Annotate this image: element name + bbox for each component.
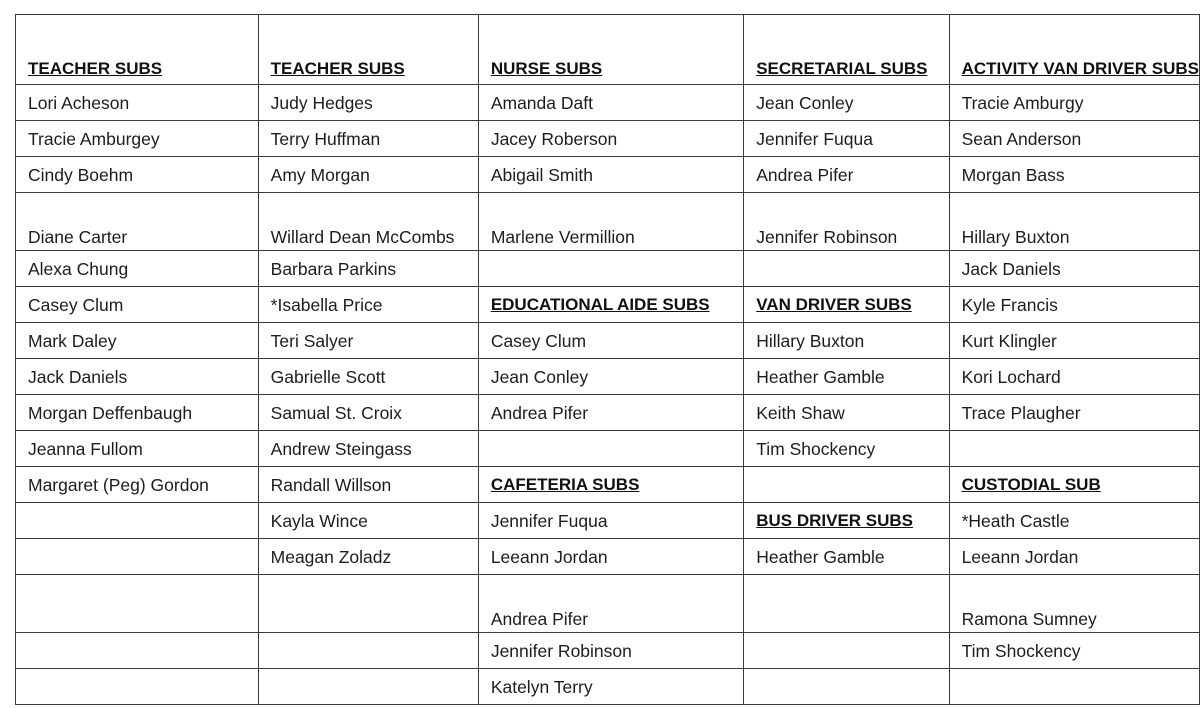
person-name: Hillary Buxton	[756, 330, 865, 351]
person-name: Teri Salyer	[270, 330, 354, 351]
table-cell	[949, 503, 1199, 539]
table-cell	[949, 395, 1199, 431]
section-header: EDUCATIONAL AIDE SUBS	[490, 294, 710, 314]
table-cell	[16, 575, 259, 633]
table-cell	[744, 85, 949, 121]
person-name: Andrea Pifer	[490, 402, 589, 423]
table-cell	[258, 15, 478, 85]
column-header: TEACHER SUBS	[28, 59, 163, 78]
table-cell	[478, 633, 743, 669]
table-cell	[744, 395, 949, 431]
table-cell	[258, 669, 478, 705]
table-cell	[258, 251, 478, 287]
column-header: TEACHER SUBS	[270, 59, 405, 78]
person-name: Kurt Klingler	[961, 330, 1057, 351]
table-cell	[16, 287, 259, 323]
table-cell	[949, 323, 1199, 359]
table-cell	[16, 395, 259, 431]
table-cell	[258, 287, 478, 323]
table-row	[16, 633, 1200, 669]
table-row	[16, 323, 1200, 359]
table-cell	[744, 251, 949, 287]
table-cell	[16, 121, 259, 157]
person-name: Tim Shockency	[756, 438, 876, 459]
person-name: Marlene Vermillion	[490, 227, 635, 247]
person-name: Ramona Sumney	[961, 609, 1097, 629]
person-name: Jack Daniels	[28, 366, 128, 387]
table-cell	[16, 359, 259, 395]
table-cell	[258, 121, 478, 157]
table-cell	[949, 431, 1199, 467]
table-cell	[949, 467, 1199, 503]
person-name: Andrew Steingass	[270, 438, 412, 459]
table-cell	[744, 287, 949, 323]
person-name: Jean Conley	[756, 92, 854, 113]
table-cell	[744, 431, 949, 467]
table-cell	[478, 395, 743, 431]
person-name: Judy Hedges	[270, 92, 373, 113]
table-cell	[744, 633, 949, 669]
roster-body	[16, 15, 1200, 705]
table-row	[16, 395, 1200, 431]
person-name: Terry Huffman	[270, 128, 381, 149]
table-cell	[478, 323, 743, 359]
table-cell	[949, 575, 1199, 633]
table-row	[16, 157, 1200, 193]
person-name: Jennifer Robinson	[490, 640, 632, 661]
table-cell	[16, 633, 259, 669]
table-cell	[478, 121, 743, 157]
person-name: Jennifer Fuqua	[490, 510, 608, 531]
person-name: Hillary Buxton	[961, 227, 1070, 247]
table-cell	[258, 467, 478, 503]
person-name: Katelyn Terry	[490, 676, 593, 697]
table-row	[16, 503, 1200, 539]
table-cell	[258, 395, 478, 431]
person-name: Willard Dean McCombs	[270, 227, 455, 247]
person-name: Tim Shockency	[961, 640, 1081, 661]
table-cell	[478, 287, 743, 323]
table-row	[16, 669, 1200, 705]
person-name: Andrea Pifer	[490, 609, 589, 629]
table-cell	[16, 157, 259, 193]
table-cell	[16, 431, 259, 467]
table-cell	[258, 431, 478, 467]
person-name: Jennifer Robinson	[756, 227, 898, 247]
table-row	[16, 85, 1200, 121]
table-cell	[258, 157, 478, 193]
table-cell	[478, 431, 743, 467]
person-name: Tracie Amburgey	[28, 128, 160, 149]
table-row	[16, 539, 1200, 575]
person-name: Jeanna Fullom	[28, 438, 143, 459]
person-name: Cindy Boehm	[28, 164, 134, 185]
header-row	[16, 15, 1200, 85]
person-name: Jack Daniels	[961, 258, 1061, 279]
table-cell	[16, 251, 259, 287]
table-cell	[258, 85, 478, 121]
person-name: Amy Morgan	[270, 164, 370, 185]
table-cell	[744, 157, 949, 193]
person-name: Kayla Wince	[270, 510, 368, 531]
column-header: ACTIVITY VAN DRIVER SUBS	[961, 59, 1199, 78]
person-name: Morgan Bass	[961, 164, 1065, 185]
section-header: CAFETERIA SUBS	[490, 474, 640, 494]
table-cell	[744, 503, 949, 539]
table-cell	[258, 503, 478, 539]
table-cell	[16, 467, 259, 503]
table-cell	[16, 193, 259, 251]
person-name: Kyle Francis	[961, 294, 1058, 315]
person-name: Heather Gamble	[756, 366, 885, 387]
person-name: Abigail Smith	[490, 164, 593, 185]
table-cell	[258, 575, 478, 633]
person-name: Leeann Jordan	[490, 546, 608, 567]
table-cell	[744, 359, 949, 395]
table-row	[16, 575, 1200, 633]
section-header: BUS DRIVER SUBS	[756, 510, 914, 530]
column-header: SECRETARIAL SUBS	[756, 59, 928, 78]
column-header: NURSE SUBS	[490, 59, 603, 78]
person-name: Meagan Zoladz	[270, 546, 392, 567]
table-cell	[258, 539, 478, 575]
person-name: Gabrielle Scott	[270, 366, 386, 387]
table-row	[16, 287, 1200, 323]
table-cell	[258, 359, 478, 395]
table-cell	[16, 669, 259, 705]
table-cell	[478, 251, 743, 287]
table-cell	[16, 503, 259, 539]
substitute-roster-table	[15, 14, 1200, 705]
person-name: Jennifer Fuqua	[756, 128, 873, 149]
table-cell	[478, 503, 743, 539]
table-cell	[744, 467, 949, 503]
table-row	[16, 359, 1200, 395]
table-cell	[744, 121, 949, 157]
table-cell	[949, 539, 1199, 575]
table-cell	[478, 669, 743, 705]
person-name: Kori Lochard	[961, 366, 1061, 387]
person-name: Diane Carter	[28, 227, 128, 247]
person-name: Sean Anderson	[961, 128, 1082, 149]
person-name: Andrea Pifer	[756, 164, 854, 185]
table-cell	[744, 539, 949, 575]
table-cell	[744, 15, 949, 85]
table-row	[16, 251, 1200, 287]
person-name: Tracie Amburgy	[961, 92, 1084, 113]
person-name: Alexa Chung	[28, 258, 129, 279]
table-cell	[744, 669, 949, 705]
person-name: Trace Plaugher	[961, 402, 1081, 423]
table-cell	[949, 251, 1199, 287]
table-cell	[949, 287, 1199, 323]
person-name: Amanda Daft	[490, 92, 593, 113]
table-cell	[949, 157, 1199, 193]
table-cell	[478, 193, 743, 251]
table-cell	[16, 15, 259, 85]
person-name: Lori Acheson	[28, 92, 130, 113]
table-cell	[949, 15, 1199, 85]
person-name: Randall Willson	[270, 474, 392, 495]
table-row	[16, 467, 1200, 503]
table-cell	[949, 633, 1199, 669]
table-row	[16, 121, 1200, 157]
table-cell	[478, 359, 743, 395]
table-cell	[258, 323, 478, 359]
table-cell	[16, 539, 259, 575]
person-name: *Isabella Price	[270, 294, 383, 315]
table-row	[16, 193, 1200, 251]
table-cell	[16, 323, 259, 359]
table-cell	[949, 121, 1199, 157]
person-name: Mark Daley	[28, 330, 117, 351]
table-cell	[949, 193, 1199, 251]
person-name: Heather Gamble	[756, 546, 885, 567]
table-cell	[744, 193, 949, 251]
table-cell	[478, 157, 743, 193]
person-name: Casey Clum	[490, 330, 587, 351]
table-cell	[478, 575, 743, 633]
person-name: Morgan Deffenbaugh	[28, 402, 193, 423]
table-cell	[744, 323, 949, 359]
person-name: Margaret (Peg) Gordon	[28, 474, 209, 495]
person-name: *Heath Castle	[961, 510, 1070, 531]
table-cell	[949, 669, 1199, 705]
person-name: Barbara Parkins	[270, 258, 397, 279]
person-name: Casey Clum	[28, 294, 124, 315]
section-header: VAN DRIVER SUBS	[756, 294, 912, 314]
table-cell	[949, 85, 1199, 121]
section-header: CUSTODIAL SUB	[961, 474, 1101, 494]
table-cell	[949, 359, 1199, 395]
person-name: Samual St. Croix	[270, 402, 402, 423]
person-name: Jacey Roberson	[490, 128, 618, 149]
person-name: Jean Conley	[490, 366, 589, 387]
person-name: Keith Shaw	[756, 402, 845, 423]
table-cell	[478, 85, 743, 121]
table-cell	[478, 467, 743, 503]
table-cell	[16, 85, 259, 121]
person-name: Leeann Jordan	[961, 546, 1079, 567]
table-cell	[478, 15, 743, 85]
table-cell	[744, 575, 949, 633]
table-cell	[258, 193, 478, 251]
table-cell	[478, 539, 743, 575]
table-row	[16, 431, 1200, 467]
table-cell	[258, 633, 478, 669]
